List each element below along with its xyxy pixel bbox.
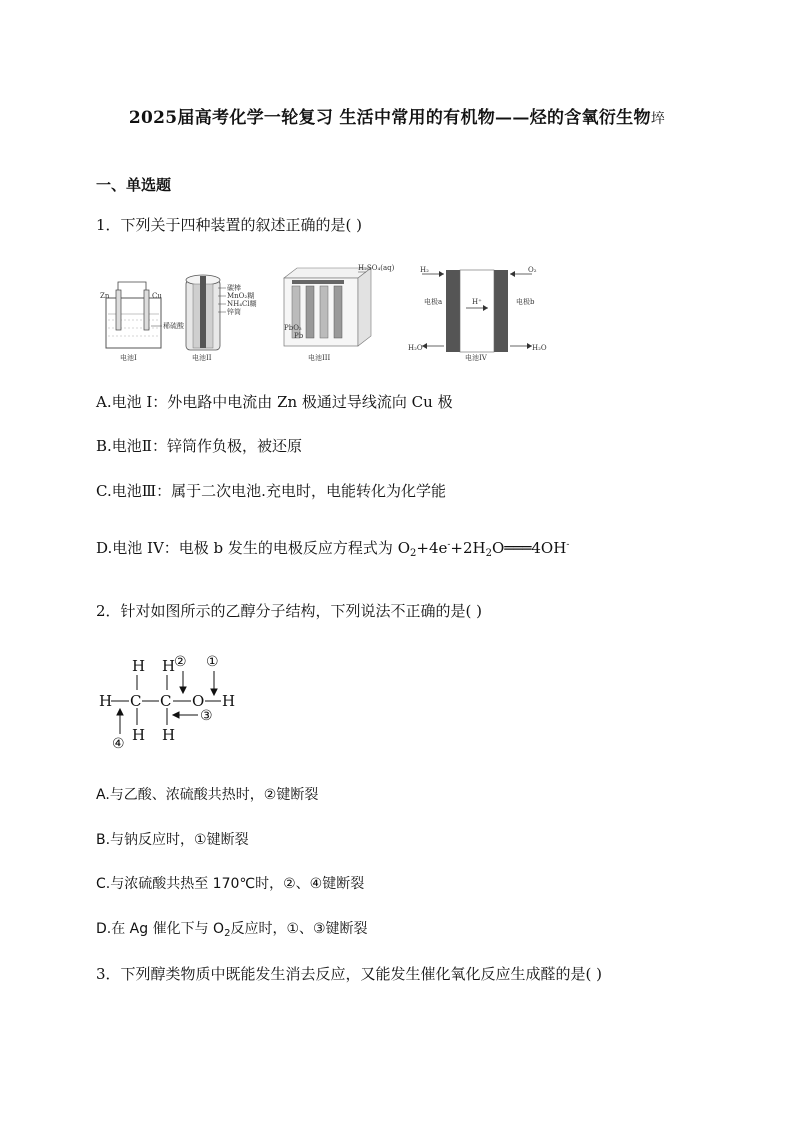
q1-option-d xyxy=(96,537,569,559)
q1-option-c: C.电池Ⅲ：属于二次电池.充电时，电能转化为化学能 xyxy=(96,482,446,500)
q1-option-d-mid3: O═══4OH xyxy=(492,539,567,557)
cell-3-diagram xyxy=(284,264,395,362)
cell-2-caption: 电池II xyxy=(192,354,212,362)
atom-h-left: H xyxy=(99,692,113,710)
q1-option-d-sup2: - xyxy=(566,540,570,550)
ethanol-structure-figure xyxy=(96,646,246,754)
q1-option-b: B.电池Ⅱ：锌筒作负极，被还原 xyxy=(96,437,302,455)
section-heading: 一、单选题 xyxy=(96,176,172,194)
q2-option-c: C.与浓硫酸共热至 170℃时，②、④键断裂 xyxy=(96,876,365,892)
atom-h-hydroxyl: H xyxy=(222,692,236,710)
cell-4-electrode-b-label: 电极b xyxy=(516,298,535,306)
cell-4-hplus-label: H⁺ xyxy=(472,298,482,306)
atom-c2: C xyxy=(160,692,172,710)
question-text: 下列醇类物质中既能发生消去反应，又能发生催化氧化反应生成醛的是( ) xyxy=(120,965,603,983)
q2-option-d xyxy=(96,918,368,939)
question-1-stem xyxy=(96,214,362,235)
q2-option-d-sub: 2 xyxy=(224,928,231,939)
q1-option-d-mid1: +4e xyxy=(416,539,448,557)
cell-4-o2-label: O₂ xyxy=(528,266,537,274)
question-number: 2． xyxy=(96,602,121,620)
cell-2-nh4cl-label: NH₄Cl糊 xyxy=(227,300,257,308)
marker-2: ② xyxy=(174,654,187,670)
marker-3: ③ xyxy=(200,708,213,724)
question-2-stem xyxy=(96,600,482,621)
title-suffix: 埣 xyxy=(650,111,666,127)
cell-1-cu-label: Cu xyxy=(152,292,162,300)
atom-h-bottom2: H xyxy=(162,726,176,744)
page-title xyxy=(0,103,794,128)
cell-1-caption: 电池I xyxy=(120,354,137,362)
question-number: 1． xyxy=(96,216,121,234)
cell-3-pbo2-label: PbO₂ xyxy=(284,324,302,332)
cell-4-h2o-right-label: H₂O xyxy=(532,344,547,352)
question-text: 下列关于四种装置的叙述正确的是( ) xyxy=(120,216,363,234)
q2-option-d-prefix: D.在 Ag 催化下与 O xyxy=(96,921,225,937)
marker-4: ④ xyxy=(112,736,125,752)
cell-4-h2o-left-label: H₂O xyxy=(408,344,423,352)
atom-c1: C xyxy=(130,692,142,710)
q1-option-d-h2-sub: 2 xyxy=(485,548,492,559)
cell-2-mno2-label: MnO₂糊 xyxy=(227,292,255,300)
cell-1-zn-label: Zn xyxy=(100,292,110,300)
q1-option-d-prefix: D.电池 IV：电极 b 发生的电极反应方程式为 O xyxy=(96,539,410,557)
cell-2-diagram xyxy=(186,275,257,362)
cell-4-h2-label: H₂ xyxy=(420,266,429,274)
cell-1-diagram xyxy=(100,282,185,362)
cell-1-acid-label: 稀硫酸 xyxy=(163,322,184,330)
q1-option-d-o2-sub: 2 xyxy=(410,548,417,559)
cell-2-rod-label: 碳棒 xyxy=(227,284,241,292)
q1-option-d-sup1: - xyxy=(447,540,451,550)
cell-3-electrolyte-label: H₂SO₄(aq) xyxy=(358,264,395,272)
cell-3-pb-label: Pb xyxy=(294,332,304,340)
title-text: 2025届高考化学一轮复习 生活中常用的有机物——烃的含氧衍生物 xyxy=(128,108,651,128)
cell-2-zinc-label: 锌筒 xyxy=(227,308,241,316)
battery-figure xyxy=(96,258,556,368)
cell-4-diagram xyxy=(408,266,547,362)
atom-h-top2: H xyxy=(162,657,176,675)
atom-h-top1: H xyxy=(132,657,146,675)
q1-option-a: A.电池 I：外电路中电流由 Zn 极通过导线流向 Cu 极 xyxy=(96,393,453,411)
question-3-stem xyxy=(96,963,602,984)
atom-o: O xyxy=(192,692,205,710)
q2-option-b: B.与钠反应时，①键断裂 xyxy=(96,832,249,848)
q2-option-d-suffix: 反应时，①、③键断裂 xyxy=(230,921,368,937)
atom-h-bottom1: H xyxy=(132,726,146,744)
q1-option-d-mid2: +2H xyxy=(450,539,486,557)
marker-1: ① xyxy=(206,654,219,670)
q2-option-a: A.与乙酸、浓硫酸共热时，②键断裂 xyxy=(96,787,319,803)
cell-3-caption: 电池III xyxy=(308,354,331,362)
question-text: 针对如图所示的乙醇分子结构，下列说法不正确的是( ) xyxy=(120,602,483,620)
cell-4-electrode-a-label: 电极a xyxy=(424,298,443,306)
cell-4-caption: 电池IV xyxy=(465,354,487,362)
question-number: 3． xyxy=(96,965,121,983)
